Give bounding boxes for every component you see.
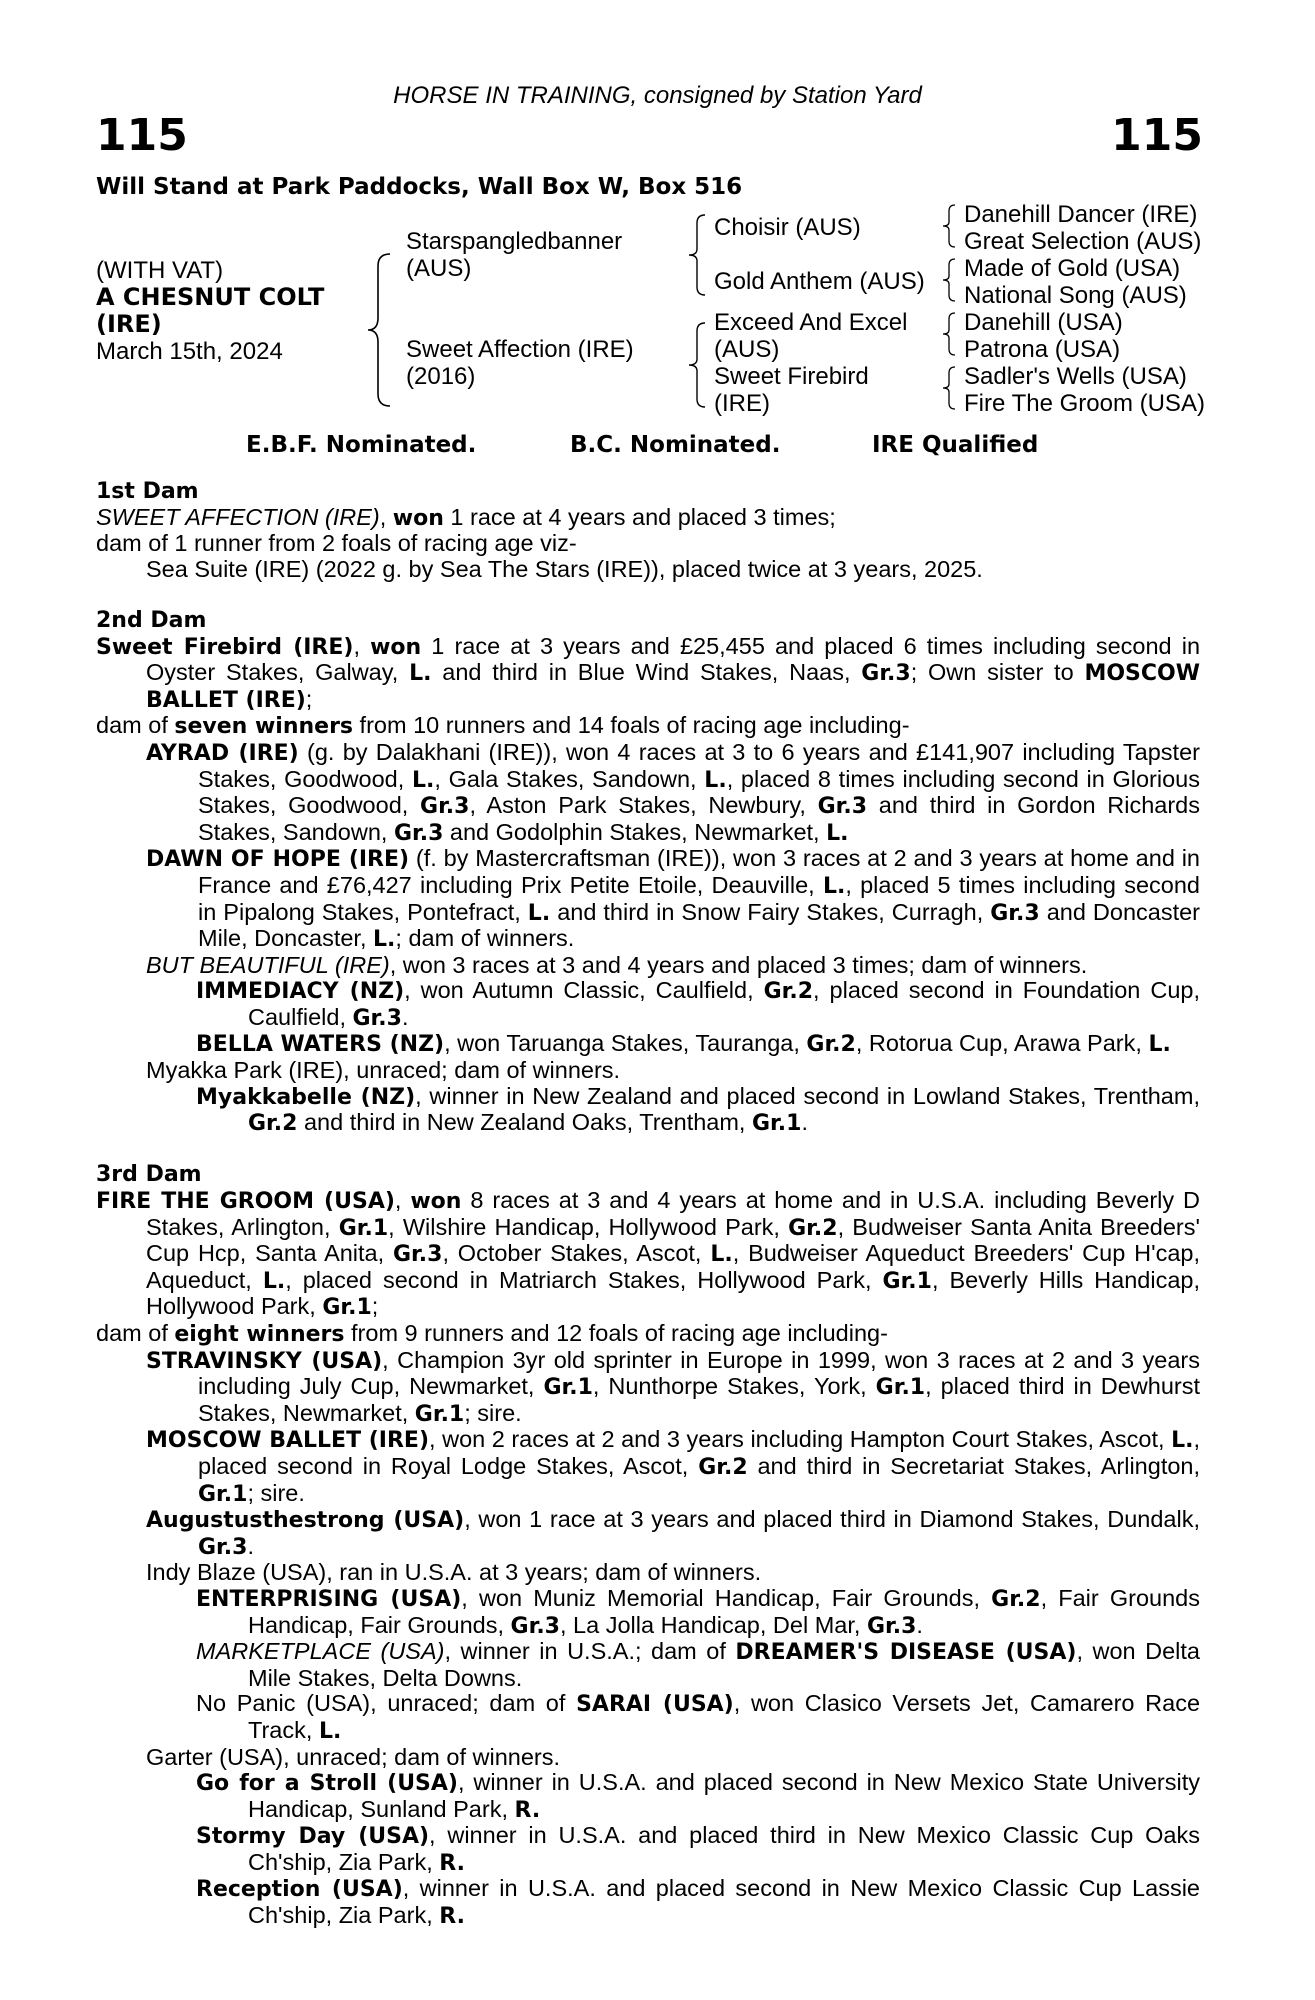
- second-dam-heading: 2nd Dam: [96, 607, 207, 633]
- bold-run: Go for a Stroll (USA): [196, 1771, 458, 1797]
- text-run: , Beverly Hills Handicap, Hollywood Park,: [146, 1266, 1200, 1320]
- text-run: , won 2 races at 2 and 3 years including Hampton Court Stakes, Ascot,: [429, 1426, 1172, 1453]
- first-dam-record: [96, 505, 1200, 532]
- bold-run: L.: [412, 767, 435, 793]
- pedigree-brace-dam: [686, 320, 708, 410]
- bold-run: FIRE THE GROOM (USA): [96, 1189, 395, 1215]
- text-run: , Nunthorpe Stakes, York,: [592, 1373, 876, 1400]
- bold-run: Gr.1: [882, 1268, 932, 1294]
- bold-run: Gr.3: [420, 794, 470, 820]
- text-run: Indy Blaze (USA), ran in U.S.A. at 3 years; dam of winners.: [146, 1559, 762, 1586]
- dam-dam: Sweet Firebird: [714, 363, 869, 390]
- text-run: , placed second in Matriarch Stakes, Hollywood Park,: [285, 1266, 883, 1293]
- lot-number-left: 115: [96, 110, 188, 161]
- bold-run: L.: [1171, 1428, 1194, 1454]
- bold-run: Gr.1: [752, 1111, 802, 1137]
- text-run: from 9 runners and 12 foals of racing age including-: [344, 1320, 888, 1346]
- second-dam-grandproduce-item: [96, 1084, 1200, 1137]
- bold-run: L.: [826, 820, 849, 846]
- consignor-subtitle: HORSE IN TRAINING, consigned by Station Yard: [393, 82, 922, 109]
- second-dam-produce-item: [96, 953, 1200, 979]
- bold-run: R.: [514, 1797, 541, 1823]
- text-run: , La Jolla Handicap, Del Mar,: [559, 1611, 867, 1638]
- second-dam-grandproduce-item: [96, 1031, 1200, 1058]
- bold-run: Gr.3: [198, 1534, 248, 1560]
- bold-run: seven winners: [174, 714, 354, 740]
- bold-run: Reception (USA): [196, 1877, 403, 1903]
- text-run: , Budweiser Santa Anita Breeders' Cup Hcp, Santa Anita,: [146, 1213, 1200, 1267]
- second-dam-produce-item: [96, 740, 1200, 846]
- bold-run: Gr.3: [352, 1005, 402, 1031]
- text-run: and third in Gordon Richards Stakes, Sandown,: [198, 792, 1200, 845]
- bold-run: Gr.2: [806, 1032, 856, 1058]
- bold-run: Gr.1: [543, 1375, 593, 1401]
- text-run: .: [916, 1611, 923, 1638]
- third-dam-grandproduce-item: [96, 1876, 1200, 1929]
- second-dam-produce-item: [96, 1058, 1200, 1084]
- text-run: .: [801, 1109, 808, 1136]
- second-dam-produce-item: [96, 846, 1200, 952]
- bold-run: won: [370, 634, 422, 660]
- bold-run: won: [392, 505, 444, 531]
- text-run: ; sire.: [247, 1479, 305, 1506]
- bold-run: L.: [1148, 1032, 1171, 1058]
- bold-run: Myakkabelle (NZ): [196, 1084, 416, 1110]
- text-run: (f. by Mastercraftsman (IRE)), won 3 races at 2 and 3 years at home and in France and £76,427 including Prix Petite Etoile, Deauville,: [198, 845, 1200, 898]
- bold-run: ENTERPRISING (USA): [196, 1586, 462, 1612]
- third-dam-produce-item: [96, 1560, 1200, 1586]
- text-run: No Panic (USA), unraced; dam of: [196, 1690, 577, 1717]
- bc-nomination: B.C. Nominated.: [570, 432, 781, 458]
- dam-dam-country: (IRE): [714, 390, 770, 417]
- text-run: , Rotorua Cup, Arawa Park,: [855, 1030, 1149, 1057]
- text-run: Myakka Park (IRE), unraced; dam of winners.: [146, 1057, 621, 1084]
- text-run: 1 race at 3 years and £25,455 and placed 6 times including second in Oyster Stakes, Galway,: [146, 632, 1201, 686]
- bold-run: Gr.2: [698, 1454, 748, 1480]
- third-dam-grandproduce-item: [96, 1770, 1200, 1823]
- text-run: ; dam of winners.: [395, 925, 575, 952]
- bold-run: Gr.2: [788, 1215, 838, 1241]
- bold-run: L.: [373, 927, 396, 953]
- text-run: Garter (USA), unraced; dam of winners.: [146, 1743, 561, 1770]
- sire-name: Starspangledbanner: [406, 228, 623, 255]
- vat-note: (WITH VAT): [96, 257, 224, 284]
- second-dam-produce-summary: [96, 713, 1200, 740]
- bold-run: Gr.3: [861, 661, 911, 687]
- dam-name: Sweet Affection (IRE): [406, 336, 634, 363]
- pedigree-brace-ss: [940, 202, 958, 250]
- text-run: , won Muniz Memorial Handicap, Fair Grounds,: [461, 1584, 992, 1611]
- bold-run: eight winners: [174, 1322, 345, 1347]
- italic-run: SWEET AFFECTION (IRE): [96, 503, 380, 530]
- bold-run: DREAMER'S DISEASE (USA): [735, 1640, 1077, 1666]
- third-dam-grandproduce-item: [96, 1639, 1200, 1691]
- pedigree-brace-main: [364, 250, 394, 410]
- third-dam-produce-item: [96, 1427, 1200, 1507]
- first-dam-heading: 1st Dam: [96, 479, 199, 504]
- third-dam-grandproduce-item: [96, 1586, 1200, 1639]
- bold-run: Gr.1: [198, 1481, 248, 1507]
- bold-run: Gr.3: [866, 1613, 917, 1639]
- bold-run: Gr.3: [817, 794, 868, 820]
- bold-run: L.: [318, 1718, 342, 1744]
- ss-dam: Great Selection (AUS): [964, 228, 1202, 255]
- text-run: , placed 8 times including second in Glorious Stakes, Goodwood,: [198, 765, 1200, 819]
- sd-dam: National Song (AUS): [964, 282, 1187, 309]
- bold-run: IMMEDIACY (NZ): [196, 979, 405, 1005]
- bold-run: L.: [409, 661, 432, 687]
- ds-dam: Patrona (USA): [964, 336, 1121, 363]
- bold-run: MOSCOW BALLET (IRE): [146, 661, 1200, 713]
- bold-run: Gr.1: [338, 1215, 389, 1241]
- text-run: , won Clasico Versets Jet, Camarero Race Track,: [248, 1690, 1201, 1743]
- pedigree-brace-ds: [940, 310, 958, 358]
- bold-run: won: [410, 1189, 462, 1215]
- sd-sire: Made of Gold (USA): [964, 255, 1181, 282]
- bold-run: Sweet Firebird (IRE): [96, 634, 354, 660]
- horse-name: A CHESNUT COLT: [96, 283, 325, 311]
- text-run: , placed 5 times including second in Pipalong Stakes, Pontefract,: [198, 871, 1200, 925]
- foaling-date: March 15th, 2024: [96, 338, 283, 365]
- bold-run: Gr.2: [248, 1111, 298, 1137]
- first-dam-produce-item: [96, 557, 1200, 583]
- bold-run: R.: [439, 1850, 465, 1876]
- sire-dam: Gold Anthem (AUS): [714, 268, 925, 295]
- text-run: dam of 1 runner from 2 foals of racing age viz-: [96, 530, 577, 557]
- stand-location: Will Stand at Park Paddocks, Wall Box W, Box 516: [96, 174, 743, 200]
- third-dam-grandproduce-item: [96, 1823, 1200, 1876]
- dd-dam: Fire The Groom (USA): [964, 390, 1205, 417]
- text-run: , October Stakes, Ascot,: [442, 1240, 711, 1267]
- bold-run: DAWN OF HOPE (IRE): [146, 847, 410, 873]
- third-dam-produce-item: [96, 1348, 1200, 1428]
- bold-run: AYRAD (IRE): [146, 740, 299, 766]
- bold-run: L.: [704, 767, 727, 793]
- text-run: and third in Secretariat Stakes, Arlington,: [747, 1452, 1201, 1479]
- bold-run: Gr.1: [414, 1401, 465, 1427]
- produce-record: [96, 479, 1200, 1930]
- text-run: 1 race at 4 years and placed 3 times;: [443, 503, 836, 530]
- sire-sire: Choisir (AUS): [714, 214, 861, 241]
- sire-country: (AUS): [406, 255, 472, 282]
- text-run: , Wilshire Handicap, Hollywood Park,: [388, 1213, 789, 1240]
- text-run: ;: [371, 1293, 379, 1320]
- text-run: , Aston Park Stakes, Newbury,: [469, 792, 818, 819]
- ss-sire: Danehill Dancer (IRE): [964, 201, 1198, 228]
- text-run: and Doncaster Mile, Doncaster,: [198, 898, 1201, 952]
- bold-run: L.: [527, 900, 551, 926]
- text-run: .: [247, 1532, 254, 1559]
- bold-run: Gr.3: [990, 900, 1040, 926]
- text-run: , won Delta Mile Stakes, Delta Downs.: [248, 1638, 1200, 1691]
- bold-run: Gr.1: [875, 1375, 926, 1401]
- third-dam-heading: 3rd Dam: [96, 1162, 202, 1188]
- text-run: ,: [379, 503, 393, 530]
- text-run: and third in Snow Fairy Stakes, Curragh,: [550, 898, 991, 925]
- horse-name-country: (IRE): [96, 310, 162, 338]
- dam-year: (2016): [406, 363, 476, 390]
- pedigree-brace-dd: [940, 364, 958, 412]
- bold-run: STRAVINSKY (USA): [146, 1348, 383, 1374]
- text-run: .: [401, 1003, 409, 1030]
- ire-qualification: IRE Qualified: [872, 432, 1039, 458]
- text-run: and third in Blue Wind Stakes, Naas,: [431, 659, 862, 686]
- text-run: and Godolphin Stakes, Newmarket,: [443, 818, 827, 845]
- bold-run: MOSCOW BALLET (IRE): [146, 1428, 430, 1454]
- text-run: , placed second in Foundation Cup, Caulfield,: [248, 977, 1200, 1030]
- italic-run: MARKETPLACE (USA): [196, 1638, 445, 1665]
- first-dam-produce-summary: [96, 531, 1200, 557]
- text-run: from 10 runners and 14 foals of racing age including-: [353, 712, 910, 739]
- second-dam-grandproduce-item: [96, 978, 1200, 1031]
- italic-run: BUT BEAUTIFUL (IRE): [146, 951, 390, 978]
- third-dam-produce-item: [96, 1745, 1200, 1771]
- second-dam-record: [96, 634, 1200, 714]
- ds-sire: Danehill (USA): [964, 309, 1123, 336]
- bold-run: L.: [262, 1268, 286, 1294]
- bold-run: BELLA WATERS (NZ): [196, 1032, 445, 1058]
- text-run: , won 3 races at 3 and 4 years and placed 3 times; dam of winners.: [389, 951, 1088, 978]
- pedigree-brace-sd: [940, 256, 958, 304]
- ebf-nomination: E.B.F. Nominated.: [246, 432, 477, 458]
- bold-run: Gr.3: [510, 1613, 560, 1639]
- bold-run: L.: [822, 873, 846, 899]
- text-run: and third in New Zealand Oaks, Trentham,: [297, 1109, 752, 1136]
- text-run: , Gala Stakes, Sandown,: [434, 765, 705, 792]
- dam-sire-country: (AUS): [714, 336, 780, 363]
- dd-sire: Sadler's Wells (USA): [964, 363, 1187, 390]
- text-run: ;: [305, 685, 313, 712]
- text-run: Sea Suite (IRE) (2022 g. by Sea The Stars (IRE)), placed twice at 3 years, 2025.: [146, 555, 983, 582]
- bold-run: Gr.2: [763, 979, 814, 1005]
- text-run: , won Taruanga Stakes, Tauranga,: [444, 1030, 807, 1057]
- text-run: 8 races at 3 and 4 years at home and in U.S.A. including Beverly D Stakes, Arlington,: [146, 1187, 1201, 1240]
- third-dam-produce-item: [96, 1507, 1200, 1560]
- text-run: , Budweiser Aqueduct Breeders' Cup H'cap, Aqueduct,: [146, 1240, 1200, 1293]
- lot-number-right: 115: [1111, 110, 1203, 161]
- bold-run: SARAI (USA): [576, 1692, 734, 1718]
- text-run: , placed second in Royal Lodge Stakes, Ascot,: [198, 1426, 1200, 1479]
- third-dam-produce-summary: [96, 1321, 1200, 1348]
- text-run: (g. by Dalakhani (IRE)), won 4 races at 3 to 6 years and £141,907 including Tapster Stakes, Goodwood,: [198, 738, 1200, 792]
- bold-run: Gr.1: [322, 1295, 372, 1321]
- text-run: , placed third in Dewhurst Stakes, Newmarket,: [198, 1373, 1201, 1426]
- bold-run: L.: [710, 1242, 733, 1268]
- bold-run: Gr.2: [991, 1586, 1041, 1612]
- text-run: , winner in New Zealand and placed second in Lowland Stakes, Trentham,: [415, 1082, 1200, 1109]
- bold-run: Gr.3: [393, 1242, 443, 1268]
- text-run: , winner in U.S.A. and placed second in New Mexico Classic Cup Lassie Ch'ship, Zia Park,: [248, 1875, 1200, 1929]
- pedigree-brace-sire: [686, 212, 708, 298]
- text-run: ; sire.: [464, 1399, 522, 1426]
- third-dam-record: [96, 1188, 1200, 1321]
- text-run: ; Own sister to: [910, 659, 1085, 686]
- bold-run: Gr.3: [393, 820, 444, 846]
- text-run: , winner in U.S.A. and placed second in New Mexico State University Handicap, Sunland Park,: [248, 1769, 1200, 1822]
- text-run: ,: [394, 1187, 411, 1214]
- text-run: , won Autumn Classic, Caulfield,: [404, 977, 764, 1004]
- bold-run: Stormy Day (USA): [196, 1824, 430, 1850]
- bold-run: Augustusthestrong (USA): [146, 1508, 465, 1534]
- text-run: dam of: [96, 712, 175, 739]
- text-run: ,: [353, 632, 371, 659]
- bold-run: R.: [439, 1904, 465, 1930]
- text-run: , winner in U.S.A.; dam of: [444, 1638, 736, 1665]
- text-run: , won 1 race at 3 years and placed third in Diamond Stakes, Dundalk,: [464, 1506, 1200, 1533]
- text-run: , Champion 3yr old sprinter in Europe in 1999, won 3 races at 2 and 3 years including July Cup, Newmarket,: [198, 1346, 1201, 1400]
- text-run: , winner in U.S.A. and placed third in New Mexico Classic Cup Oaks Ch'ship, Zia Park,: [248, 1822, 1201, 1875]
- text-run: dam of: [96, 1320, 175, 1346]
- text-run: , Fair Grounds Handicap, Fair Grounds,: [248, 1584, 1201, 1638]
- third-dam-grandproduce-item: [96, 1691, 1200, 1744]
- dam-sire: Exceed And Excel: [714, 309, 908, 336]
